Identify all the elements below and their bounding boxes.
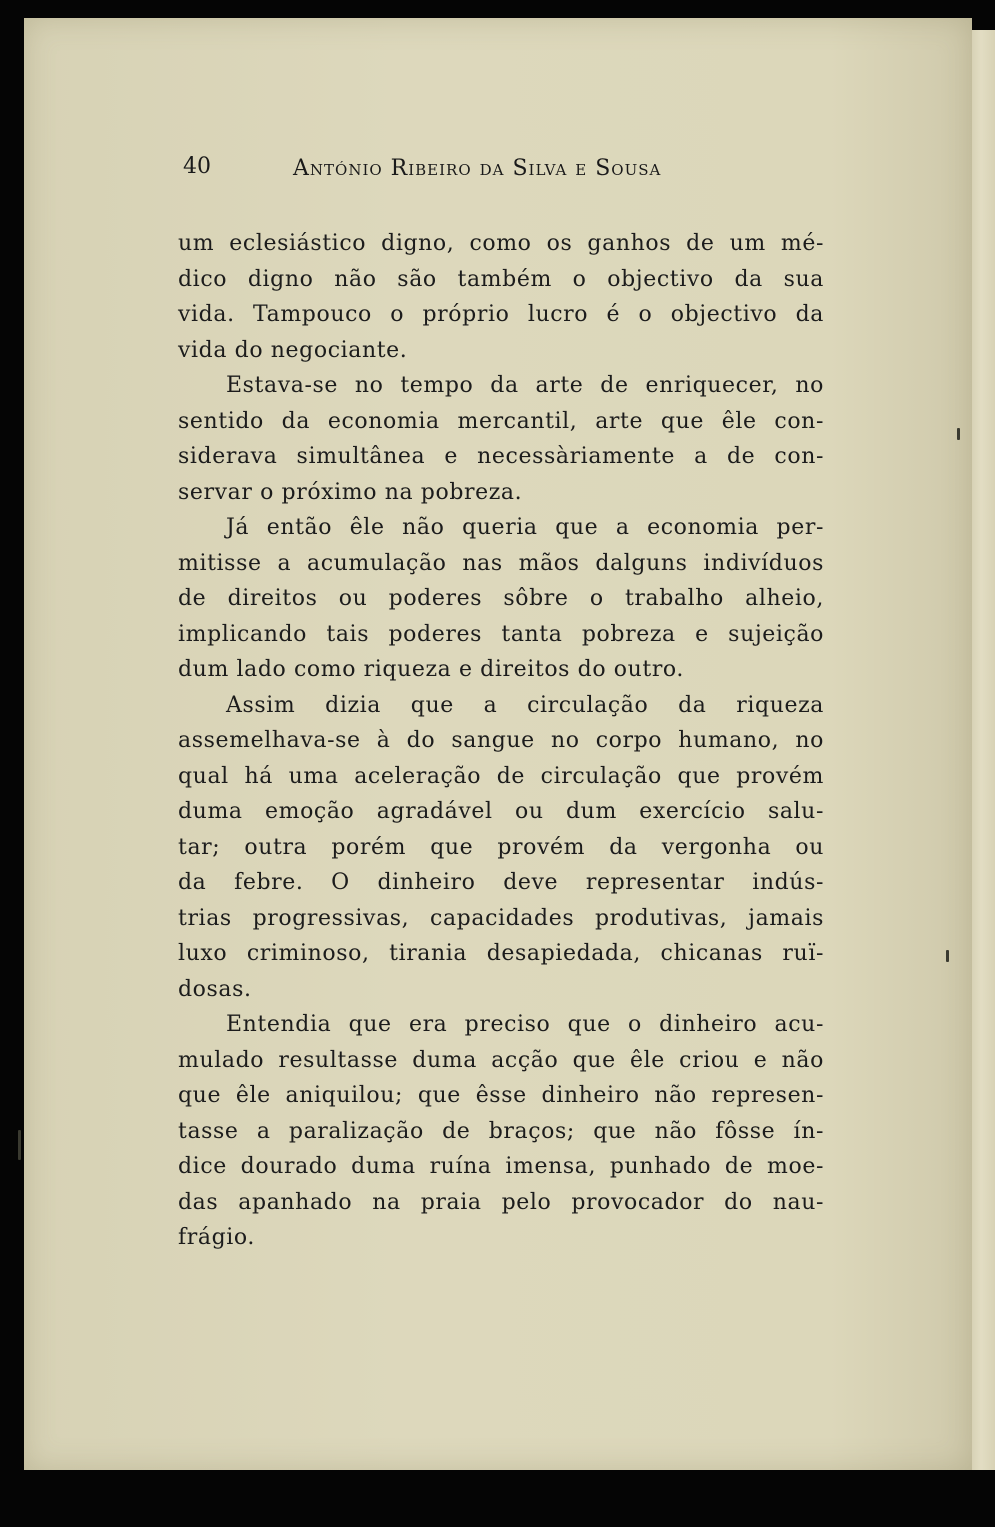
text-line: frágio. bbox=[178, 1225, 255, 1250]
text-line: dum lado como riqueza e direitos do outro. bbox=[178, 657, 684, 682]
page-header bbox=[183, 150, 743, 190]
text-line: um eclesiástico digno, como os ganhos de um mé- bbox=[178, 231, 824, 256]
text-line: Já então êle não queria que a economia per- bbox=[226, 515, 824, 540]
text-line: dice dourado duma ruína imensa, punhado de moe- bbox=[178, 1154, 824, 1179]
text-line: luxo criminoso, tirania desapiedada, chicanas ruï- bbox=[178, 941, 824, 966]
text-line: trias progressivas, capacidades produtivas, jamais bbox=[178, 905, 824, 931]
text-line: mulado resultasse duma acção que êle criou e não bbox=[178, 1047, 824, 1073]
text-line: implicando tais poderes tanta pobreza e sujeição bbox=[178, 621, 824, 647]
running-title: António Ribeiro da Silva e Sousa bbox=[293, 156, 662, 181]
text-line: tasse a paralização de braços; que não fôsse ín- bbox=[178, 1118, 824, 1144]
text-line: Entendia que era preciso que o dinheiro acu- bbox=[226, 1012, 824, 1037]
text-line: da febre. O dinheiro deve representar indús- bbox=[178, 870, 824, 895]
body-text bbox=[178, 226, 824, 1256]
text-line: vida do negociante. bbox=[178, 337, 408, 363]
text-line: dico digno não são também o objectivo da sua bbox=[178, 266, 824, 292]
paper-fleck bbox=[957, 428, 960, 440]
text-line: dosas. bbox=[178, 976, 252, 1002]
text-line: qual há uma aceleração de circulação que provém bbox=[178, 763, 824, 789]
text-line: Estava-se no tempo da arte de enriquecer, no bbox=[226, 373, 824, 398]
text-line: das apanhado na praia pelo provocador do nau- bbox=[178, 1189, 824, 1215]
text-line: de direitos ou poderes sôbre o trabalho alheio, bbox=[178, 586, 824, 611]
text-line: mitisse a acumulação nas mãos dalguns indivíduos bbox=[178, 550, 824, 576]
text-line: assemelhava-se à do sangue no corpo humano, no bbox=[178, 728, 824, 753]
text-line: siderava simultânea e necessàriamente a de con- bbox=[178, 444, 824, 469]
text-line: tar; outra porém que provém da vergonha ou bbox=[178, 834, 824, 860]
text-line: Assim dizia que a circulação da riqueza bbox=[226, 692, 824, 718]
text-line: servar o próximo na pobreza. bbox=[178, 479, 523, 505]
text-line: que êle aniquilou; que êsse dinheiro não represen- bbox=[178, 1083, 824, 1108]
paper-fleck bbox=[946, 950, 949, 962]
text-line: sentido da economia mercantil, arte que êle con- bbox=[178, 408, 824, 434]
paper-fleck bbox=[18, 1130, 21, 1160]
page-number: 40 bbox=[183, 154, 211, 179]
text-line: duma emoção agradável ou dum exercício salu- bbox=[178, 799, 824, 824]
text-line: vida. Tampouco o próprio lucro é o objectivo da bbox=[178, 302, 824, 327]
